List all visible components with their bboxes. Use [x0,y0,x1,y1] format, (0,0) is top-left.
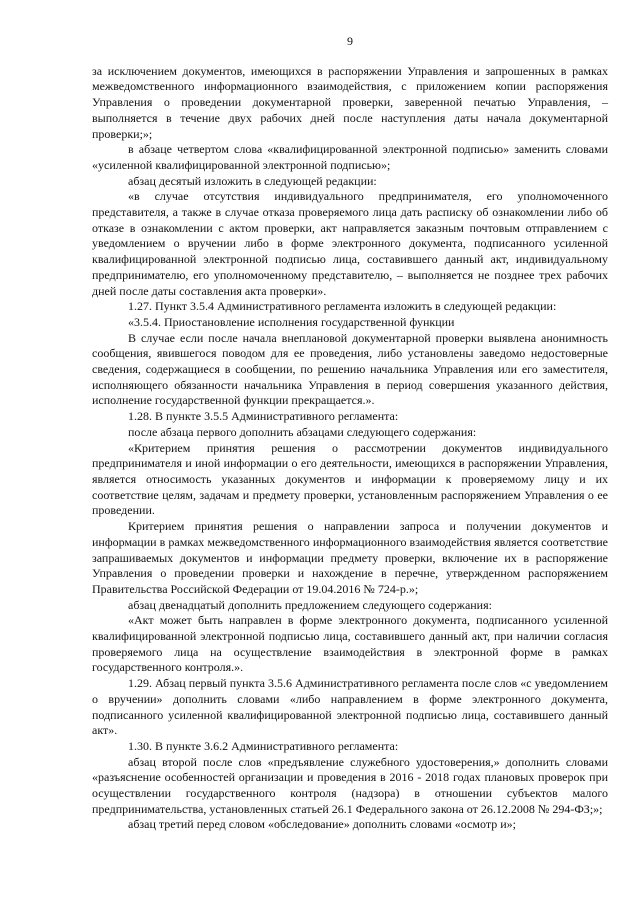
paragraph: 1.27. Пункт 3.5.4 Административного регламента изложить в следующей редакции: [128,299,557,314]
paragraph: «3.5.4. Приостановление исполнения государственной функции [128,314,455,329]
paragraph: 1.30. В пункте 3.6.2 Административного регламента: [128,738,399,753]
paragraph: абзац десятый изложить в следующей редакции: [128,173,377,188]
paragraph: Критерием принятия решения о направлении запроса и получении документов и информации в рамках межведомственного информационного взаимодействия является соответствие запрашиваемых документов и информации предмету проверки, включение их в распоряжение Управления о проведении проверки и нахождение в перечне, утвержденном распоряжением Правительства Российской Федерации от 19.04.2016 № 724-р.»; [92,519,608,596]
paragraph: за исключением документов, имеющихся в распоряжении Управления и запрошенных в рамках межведомственного информационного взаимодействия, с приложением копии распоряжения Управления о проведении документарной проверки, заверенной печатью Управления, – выполняется в течение двух рабочих дней после наступления даты начала документарной проверки;»; [92,63,608,141]
paragraph: после абзаца первого дополнить абзацами следующего содержания: [128,424,477,439]
page-number: 9 [347,34,353,48]
paragraph: в абзаце четвертом слова «квалифицированной электронной подписью» заменить словами «усиленной квалифицированной электронной подписью»; [92,142,608,172]
paragraph: «Акт может быть направлен в форме электронного документа, подписанного усиленной квалифицированной электронной подписью лица, составившего данный акт, при наличии согласия проверяемого лица на осуществление взаимодействия в электронной форме в рамках государственного контроля.». [92,613,608,675]
document-body [92,64,608,833]
paragraph: В случае если после начала внеплановой документарной проверки выявлена анонимность сообщения, явившегося поводом для ее проведения, либо установлены заведомо недостоверные сведения, содержащиеся в сообщении, по решению начальника Управления или его заместителя, исполняющего обязанности начальника Управления в период совершения указанного действия, исполнение государственной функции прекращается.». [92,330,608,408]
paragraph: «в случае отсутствия индивидуального предпринимателя, его уполномоченного представителя, а также в случае отказа проверяемого лица дать расписку об ознакомлении либо об отказе в ознакомлении с актом проверки, акт направляется заказным почтовым отправлением с уведомлением о вручении либо в форме электронного документа, подписанного усиленной квалифицированной электронной подписью лица, составившего данный акт, индивидуальному предпринимателю, его уполномоченному представителю, – выполняется не позднее трех рабочих дней после даты составления акта проверки». [92,189,608,298]
paragraph: 1.28. В пункте 3.5.5 Административного регламента: [128,409,399,424]
paragraph: абзац третий перед словом «обследование» дополнить словами «осмотр и»; [128,817,516,832]
paragraph: «Критерием принятия решения о рассмотрении документов индивидуального предпринимателя и иной информации о его деятельности, имеющихся в распоряжении Управления, является относимость указанных документов и информации к проверяемому лицу и их соответствие целям, задачам и предмету проверки, установленным распоряжением Управления о ее проведении. [92,440,608,518]
paragraph: абзац двенадцатый дополнить предложением следующего содержания: [128,597,492,612]
paragraph: 1.29. Абзац первый пункта 3.5.6 Административного регламента после слов «с уведомлением о вручении» дополнить словами «либо направлением в форме электронного документа, подписанного усиленной квалифицированной электронной подписью лица, составившего данный акт». [92,676,608,738]
paragraph: абзац второй после слов «предъявление служебного удостоверения,» дополнить словами «разъяснение особенностей организации и проведения в 2016 - 2018 годах плановых проверок при осуществлении государственного контроля (надзора) в отношении субъектов малого предпринимательства, установленных статьей 26.1 Федерального закона от 26.12.2008 № 294-ФЗ;»; [92,754,608,816]
